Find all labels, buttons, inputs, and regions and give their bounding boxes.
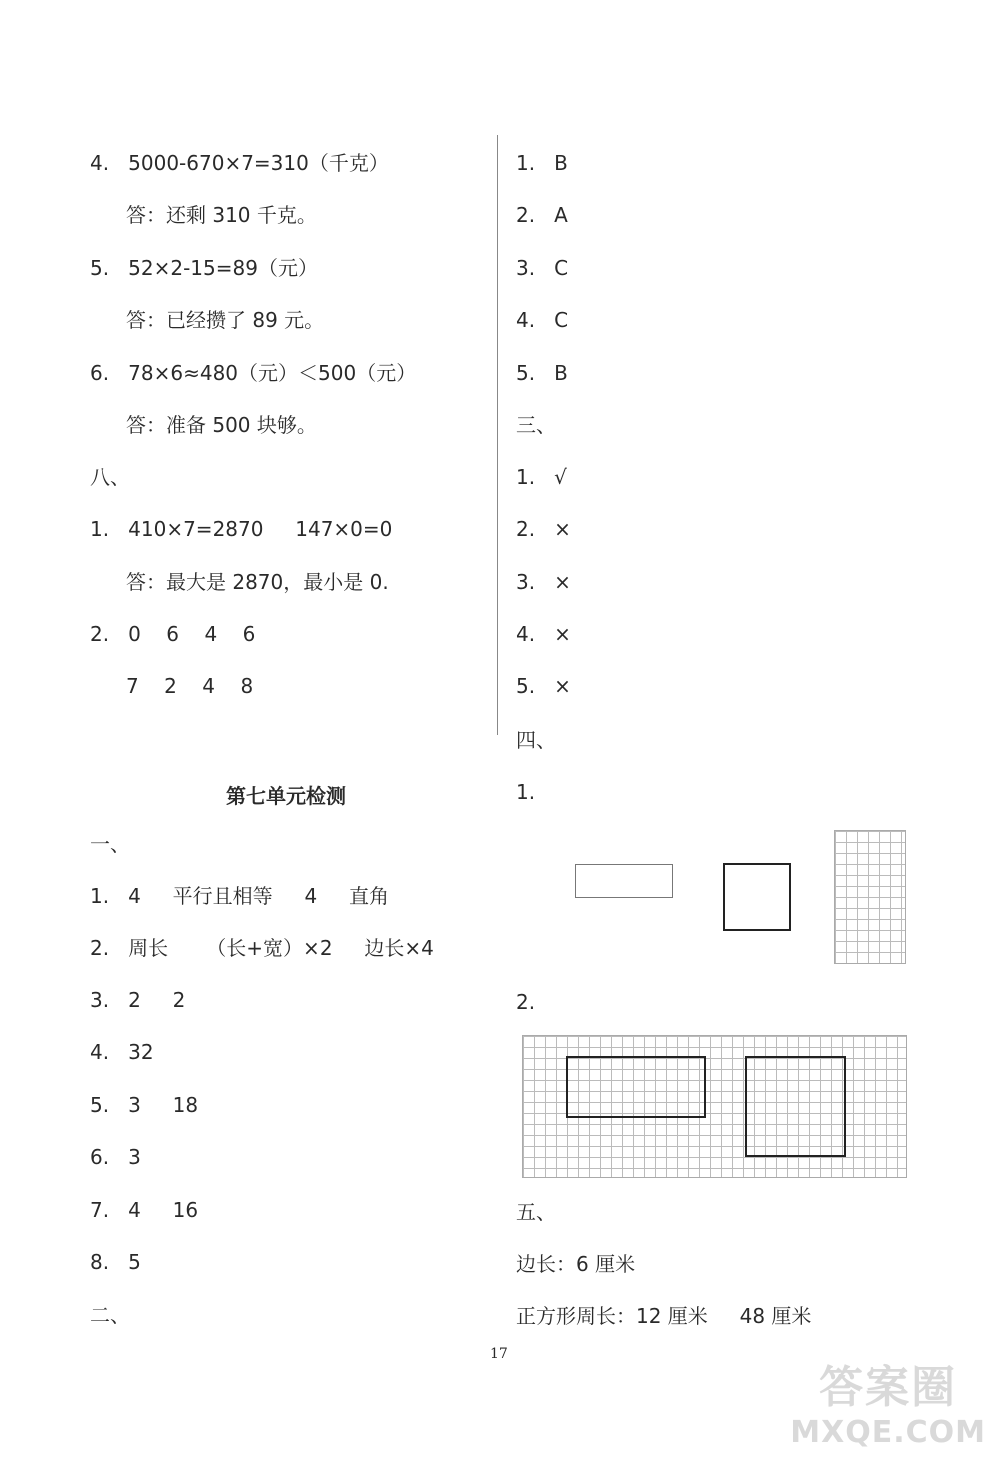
answer-line: 4. 32 <box>90 1040 154 1064</box>
answer-line: 答：已经攒了 89 元。 <box>126 308 325 332</box>
answer-line: 答：准备 500 块够。 <box>126 413 317 437</box>
answer-line: 7. 4 16 <box>90 1198 199 1222</box>
watermark-url: MXQE.COM <box>790 1415 986 1450</box>
answer-line: 8. 5 <box>90 1250 141 1274</box>
answer-line: 正方形周长：12 厘米 48 厘米 <box>516 1304 812 1328</box>
answer-line: 6. 78×6≈480（元）＜500（元） <box>90 361 417 385</box>
answer-line: 5. 52×2-15=89（元） <box>90 256 318 280</box>
answer-line: 3. 2 2 <box>90 988 186 1012</box>
section-heading: 一、 <box>90 832 130 856</box>
answer-line: 3. C <box>516 256 569 280</box>
answer-line: 4. × <box>516 622 571 646</box>
section-heading: 二、 <box>90 1303 130 1327</box>
unit-title: 第七单元检测 <box>226 784 346 808</box>
answer-line: 1. 410×7=2870 147×0=0 <box>90 517 393 541</box>
answer-line: 5. B <box>516 361 568 385</box>
answer-line: 4. C <box>516 308 569 332</box>
rectangle-figure <box>566 1056 706 1118</box>
answer-line: 2. A <box>516 203 568 227</box>
answer-line: 5. × <box>516 674 571 698</box>
rectangle-figure <box>575 864 673 898</box>
answer-line: 2. 周长 （长+宽）×2 边长×4 <box>90 936 434 960</box>
answer-line: 1. B <box>516 151 568 175</box>
section-heading: 四、 <box>516 728 556 752</box>
section-heading: 五、 <box>516 1200 556 1224</box>
answer-line: 2. <box>516 990 536 1014</box>
answer-line: 1. 4 平行且相等 4 直角 <box>90 884 389 908</box>
column-divider <box>497 135 498 735</box>
answer-line: 5. 3 18 <box>90 1093 199 1117</box>
answer-line: 2. × <box>516 517 571 541</box>
answer-line: 边长：6 厘米 <box>516 1252 636 1276</box>
answer-line: 答：最大是 2870，最小是 0. <box>126 570 389 594</box>
section-heading: 八、 <box>90 465 130 489</box>
answer-line: 6. 3 <box>90 1145 141 1169</box>
answer-line: 2. 0 6 4 6 <box>90 622 256 646</box>
square-figure <box>745 1056 846 1157</box>
answer-line: 1. √ <box>516 465 567 489</box>
watermark-logo <box>790 1351 986 1450</box>
square-figure <box>723 863 791 931</box>
answer-line: 4. 5000-670×7=310（千克） <box>90 151 389 175</box>
answer-line: 7 2 4 8 <box>126 674 254 698</box>
grid-figure <box>834 830 906 964</box>
answer-line: 答：还剩 310 千克。 <box>126 203 317 227</box>
page-number: 17 <box>490 1346 508 1362</box>
answer-line: 3. × <box>516 570 571 594</box>
section-heading: 三、 <box>516 413 556 437</box>
watermark-text: 答案圈 <box>819 1362 958 1413</box>
answer-line: 1. <box>516 780 536 804</box>
